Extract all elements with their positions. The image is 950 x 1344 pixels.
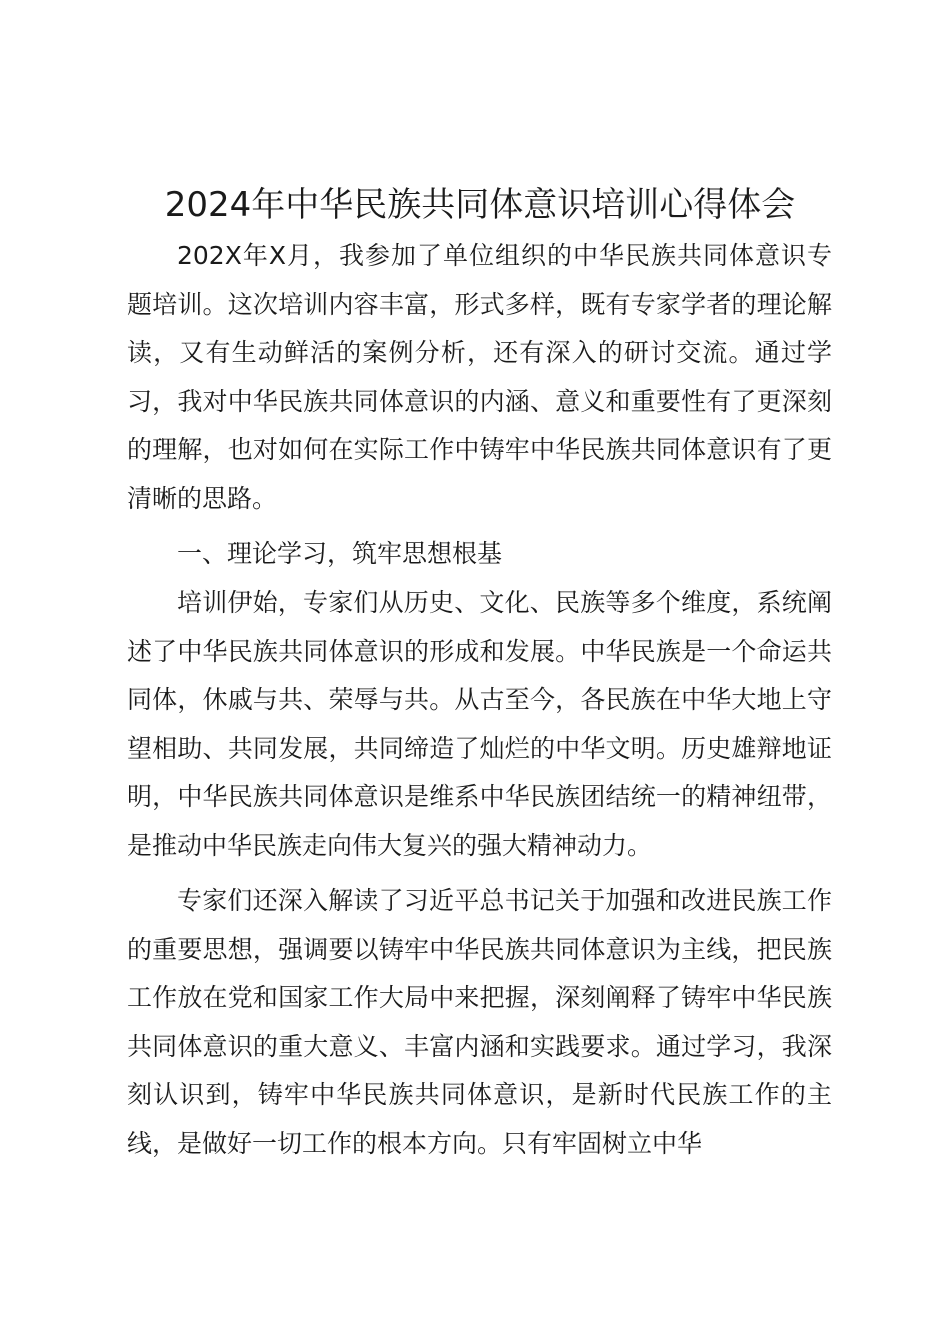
paragraph-training-start: 培训伊始，专家们从历史、文化、民族等多个维度，系统阐述了中华民族共同体意识的形成和发展。中华民族是一个命运共同体，休戚与共、荣辱与共。从古至今，各民族在中华大地上守望相助、共同发展，共同缔造了灿烂的中华文明。历史雄辩地证明，中华民族共同体意识是维系中华民族团结统一的精神纽带，是推动中华民族走向伟大复兴的强大精神动力。 [127, 588, 832, 860]
paragraph-expert-interpretation: 专家们还深入解读了习近平总书记关于加强和改进民族工作的重要思想，强调要以铸牢中华民族共同体意识为主线，把民族工作放在党和国家工作大局中来把握，深刻阐释了铸牢中华民族共同体意识的重大意义、丰富内涵和实践要求。通过学习，我深刻认识到，铸牢中华民族共同体意识，是新时代民族工作的主线，是做好一切工作的根本方向。只有牢固树立中华 [127, 886, 832, 1158]
paragraph-intro: 202X年X月，我参加了单位组织的中华民族共同体意识专题培训。这次培训内容丰富，形式多样，既有专家学者的理论解读，又有生动鲜活的案例分析，还有深入的研讨交流。通过学习，我对中华民族共同体意识的内涵、意义和重要性有了更深刻的理解，也对如何在实际工作中铸牢中华民族共同体意识有了更清晰的思路。 [127, 241, 832, 513]
document-title: 2024年中华民族共同体意识培训心得体会 [164, 185, 796, 225]
section-heading-theory-study: 一、理论学习，筑牢思想根基 [177, 539, 503, 568]
